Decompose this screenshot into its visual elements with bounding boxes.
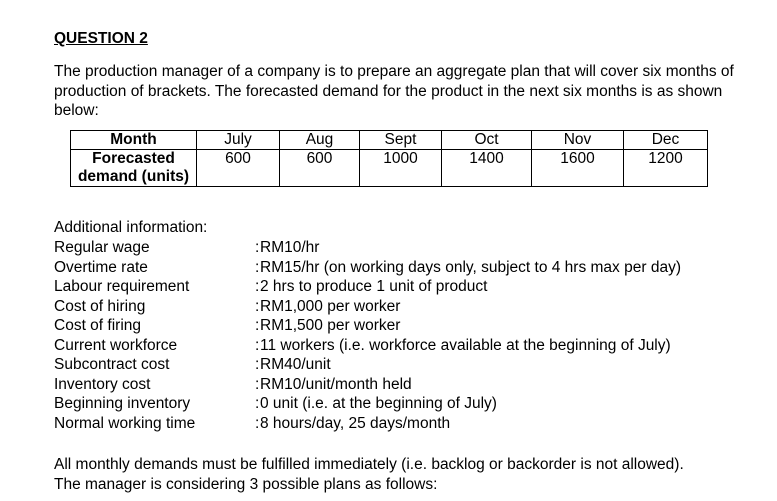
demand-cell: 600 bbox=[280, 150, 360, 187]
month-cell: Aug bbox=[280, 131, 360, 150]
info-label: Current workforce bbox=[54, 336, 178, 354]
info-value: 11 workers (i.e. workforce available at the beginning of July) bbox=[260, 336, 671, 354]
intro-paragraph: The production manager of a company is to prepare an aggregate plan that will cover six months of production of brackets. The forecasted demand for the product in the next six months is as shown below: bbox=[54, 63, 734, 119]
info-label: Regular wage bbox=[54, 239, 150, 256]
table-row-months bbox=[71, 131, 708, 150]
info-label: Subcontract cost bbox=[54, 356, 170, 373]
footer-line-1: All monthly demands must be fulfilled immediately (i.e. backlog or backorder is not allowed). bbox=[54, 456, 684, 473]
info-value: RM15/hr (on working days only, subject to 4 hrs max per day) bbox=[260, 258, 681, 276]
demand-table bbox=[70, 130, 708, 187]
info-value: RM10/unit/month held bbox=[260, 375, 412, 393]
info-value: RM1,500 per worker bbox=[260, 317, 401, 334]
info-value: 8 hours/day, 25 days/month bbox=[260, 414, 451, 432]
table-row-demand bbox=[71, 150, 708, 187]
info-value: RM1,000 per worker bbox=[260, 297, 401, 315]
demand-header bbox=[71, 150, 197, 187]
footer-paragraph bbox=[54, 455, 754, 494]
month-cell: Dec bbox=[624, 131, 708, 150]
month-cell: Nov bbox=[532, 131, 624, 150]
demand-cell: 1200 bbox=[624, 150, 708, 187]
additional-info-title: Additional information: bbox=[54, 219, 208, 236]
info-value: 2 hrs to produce 1 unit of product bbox=[260, 278, 488, 295]
document-page: QUESTION 2 The production manager of a company is to prepare an aggregate plan that will cover six months of production of brackets. The forecasted demand for the product in the next six months is as shown below: Month July Aug Sept Oct Nov Dec Forecasted demand (units) 600 600 1000 1400 1600 1200 Additional information: Regular wage : RM10/hr Overtime rate : RM15/hr (on working days only, subject to 4 hrs max per day) Labour requirement : 2 hrs to produce 1 unit of product Cost of hiring : RM1,000 per worker Cost of firing : RM1,500 per worker Current workforce : 11 workers (i.e. workforce available at the beginning of July) Subcontract cost : RM40/unit Inventory cost : RM10/unit/month held Beginning inventory : 0 unit (i.e. at the beginning of July) Normal working time : 8 hours/day, 25 days/month All monthly demands must be fulfilled immediately (i.e. backlog or backorder is not allowed). The manager is considering 3 possible plans as follows: bbox=[0, 0, 777, 501]
demand-header-line-2: demand (units) bbox=[77, 168, 190, 185]
demand-cell: 1400 bbox=[442, 150, 532, 187]
month-cell: July bbox=[197, 131, 280, 150]
info-value: 0 unit (i.e. at the beginning of July) bbox=[260, 395, 497, 412]
demand-header-line-1: Forecasted bbox=[92, 150, 175, 167]
demand-cell: 600 bbox=[197, 150, 280, 187]
month-cell: Sept bbox=[360, 131, 442, 150]
info-label: Overtime rate bbox=[54, 258, 148, 276]
info-value: RM10/hr bbox=[260, 239, 320, 256]
month-cell: Oct bbox=[442, 131, 532, 150]
info-label: Normal working time bbox=[54, 414, 196, 432]
info-label: Beginning inventory bbox=[54, 395, 191, 412]
question-heading: QUESTION 2 bbox=[54, 30, 148, 47]
info-label: Cost of hiring bbox=[54, 297, 146, 315]
info-label: Cost of firing bbox=[54, 317, 142, 334]
footer-line-2: The manager is considering 3 possible plans as follows: bbox=[54, 475, 438, 493]
demand-cell: 1000 bbox=[360, 150, 442, 187]
demand-cell: 1600 bbox=[532, 150, 624, 187]
info-label: Inventory cost bbox=[54, 375, 151, 393]
info-label: Labour requirement bbox=[54, 278, 190, 295]
info-value: RM40/unit bbox=[260, 356, 331, 373]
month-header: Month bbox=[71, 131, 197, 150]
